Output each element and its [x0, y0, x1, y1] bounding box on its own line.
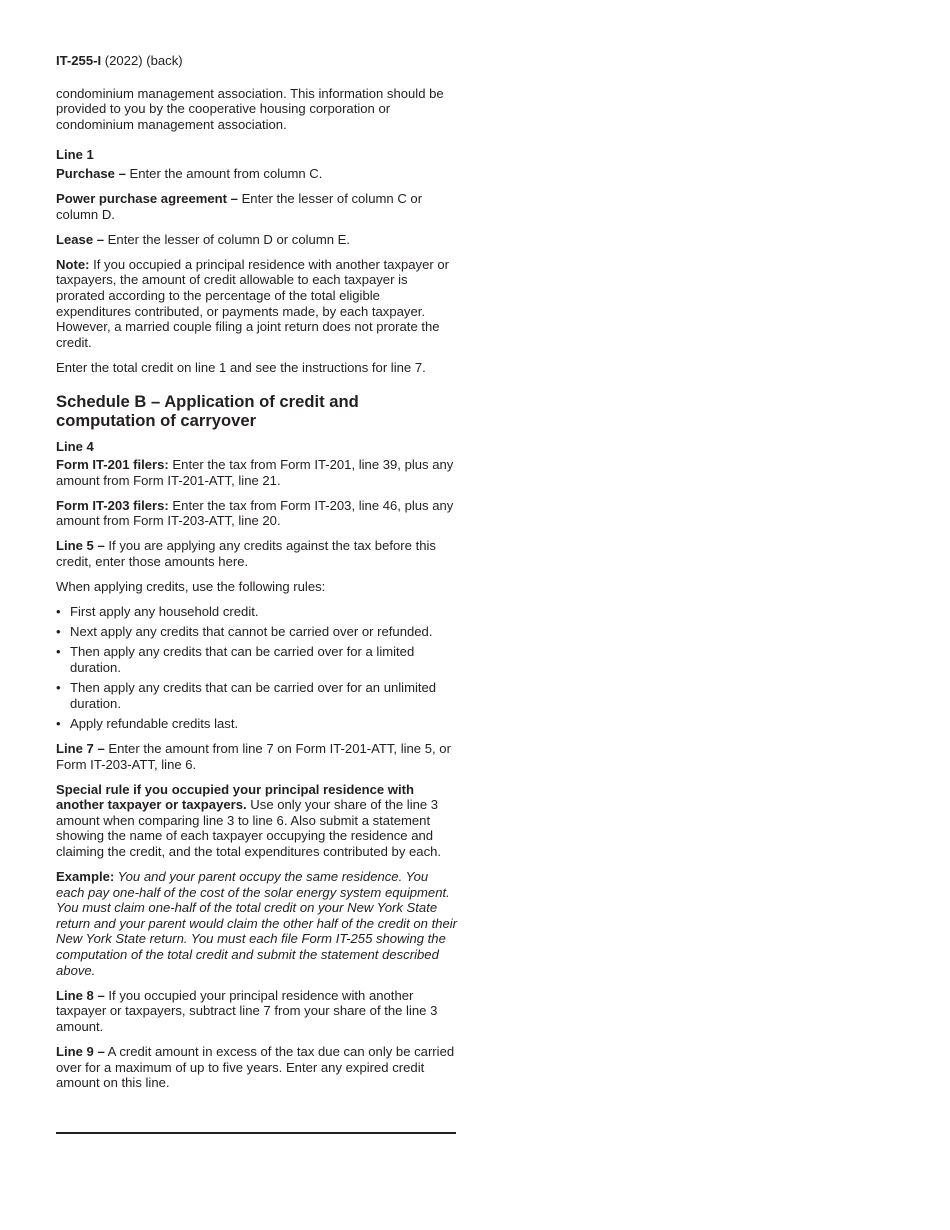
purchase-text: Enter the amount from column C. — [125, 165, 323, 181]
it201-term: Form IT-201 filers: — [56, 457, 169, 473]
it201-paragraph — [56, 457, 458, 488]
ppa-text: Enter the lesser of column C or column D. — [56, 191, 423, 222]
list-item: • Then apply any credits that can be carried over for a limited duration. — [56, 644, 458, 675]
line7-term: Line 7 – — [56, 740, 105, 756]
ppa-term: Power purchase agreement – — [56, 191, 238, 207]
line5-text: If you are applying any credits against the tax before this credit, enter those amounts here. — [56, 538, 436, 570]
note-term: Note: — [56, 256, 90, 272]
it203-paragraph — [56, 498, 458, 529]
purchase-term: Purchase – — [56, 165, 126, 181]
list-item: • Next apply any credits that cannot be carried over or refunded. — [56, 624, 458, 640]
instructions-column — [56, 53, 458, 1100]
rules-list — [56, 604, 458, 731]
total-credit-paragraph: Enter the total credit on line 1 and see the instructions for line 7. — [56, 359, 426, 375]
note-paragraph — [56, 257, 458, 351]
it201-text: Enter the tax from Form IT-201, line 39, plus any amount from Form IT-201-ATT, line 21. — [56, 457, 454, 488]
line5-paragraph — [56, 538, 458, 569]
line9-term: Line 9 – — [56, 1044, 105, 1059]
page-header — [56, 53, 458, 69]
note-text: If you occupied a principal residence with another taxpayer or taxpayers, the amount of credit allowable to each taxpayer is prorated according to the percentage of the total eligible expenditures contributed, or payments made, by each taxpayer. However, a married couple filing a joint return does not prorate the credit. — [56, 256, 450, 350]
line1-label: Line 1 — [56, 147, 94, 163]
line9-paragraph — [56, 1044, 458, 1091]
form-id: IT-255-I — [56, 53, 102, 68]
list-item: • Then apply any credits that can be carried over for an unlimited duration. — [56, 680, 458, 711]
line5-term: Line 5 – — [56, 538, 105, 554]
rules-intro: When applying credits, use the following rules: — [56, 579, 326, 595]
line7-text: Enter the amount from line 7 on Form IT-201-ATT, line 5, or Form IT-203-ATT, line 6. — [56, 740, 451, 772]
line7-paragraph — [56, 741, 458, 772]
example-paragraph — [56, 869, 458, 978]
line8-text: If you occupied your principal residence with another taxpayer or taxpayers, subtract line 7 from your share of the line 3 amount. — [56, 987, 438, 1034]
intro-paragraph: condominium management association. This information should be provided to you by the cooperative housing corporation or condominium management association. — [56, 85, 444, 132]
example-text: You and your parent occupy the same residence. You each pay one-half of the cost of the solar energy system equipment. You must claim one-half of the total credit on your New York State return and your parent would claim the other half of the credit on their New York State return. You must each file Form IT-255 showing the computation of the total credit and submit the statement described above. — [56, 869, 458, 978]
list-item: • Apply refundable credits last. — [56, 716, 458, 732]
lease-term: Lease – — [56, 231, 105, 247]
lease-text: Enter the lesser of column D or column E. — [104, 231, 351, 247]
form-suffix: (2022) (back) — [101, 53, 183, 68]
purchase-paragraph — [56, 166, 458, 182]
it203-term: Form IT-203 filers: — [56, 497, 169, 513]
lease-paragraph — [56, 232, 458, 248]
special-rule-text: Use only your share of the line 3 amount when comparing line 3 to line 6. Also submit a statement showing the name of each taxpayer occupying the residence and claiming the credit, and the total expenditures contributed by each. — [56, 797, 442, 859]
special-rule-paragraph — [56, 782, 458, 860]
it203-text: Enter the tax from Form IT-203, line 46, plus any amount from Form IT-203-ATT, line 20. — [56, 497, 454, 529]
schedule-b-heading: Schedule B – Application of credit and computation of carryover — [56, 391, 359, 430]
special-rule-term: Special rule if you occupied your principal residence with another taxpayer or taxpayers. — [56, 781, 414, 813]
list-item: • First apply any household credit. — [56, 604, 458, 620]
ppa-paragraph — [56, 191, 458, 222]
line8-paragraph — [56, 988, 458, 1035]
line4-label: Line 4 — [56, 438, 94, 454]
line9-text: A credit amount in excess of the tax due can only be carried over for a maximum of up to five years. Enter any expired credit amount on this line. — [56, 1044, 455, 1091]
line8-term: Line 8 – — [56, 987, 105, 1003]
example-term: Example: — [56, 869, 115, 885]
bottom-rule-divider — [56, 1132, 456, 1134]
